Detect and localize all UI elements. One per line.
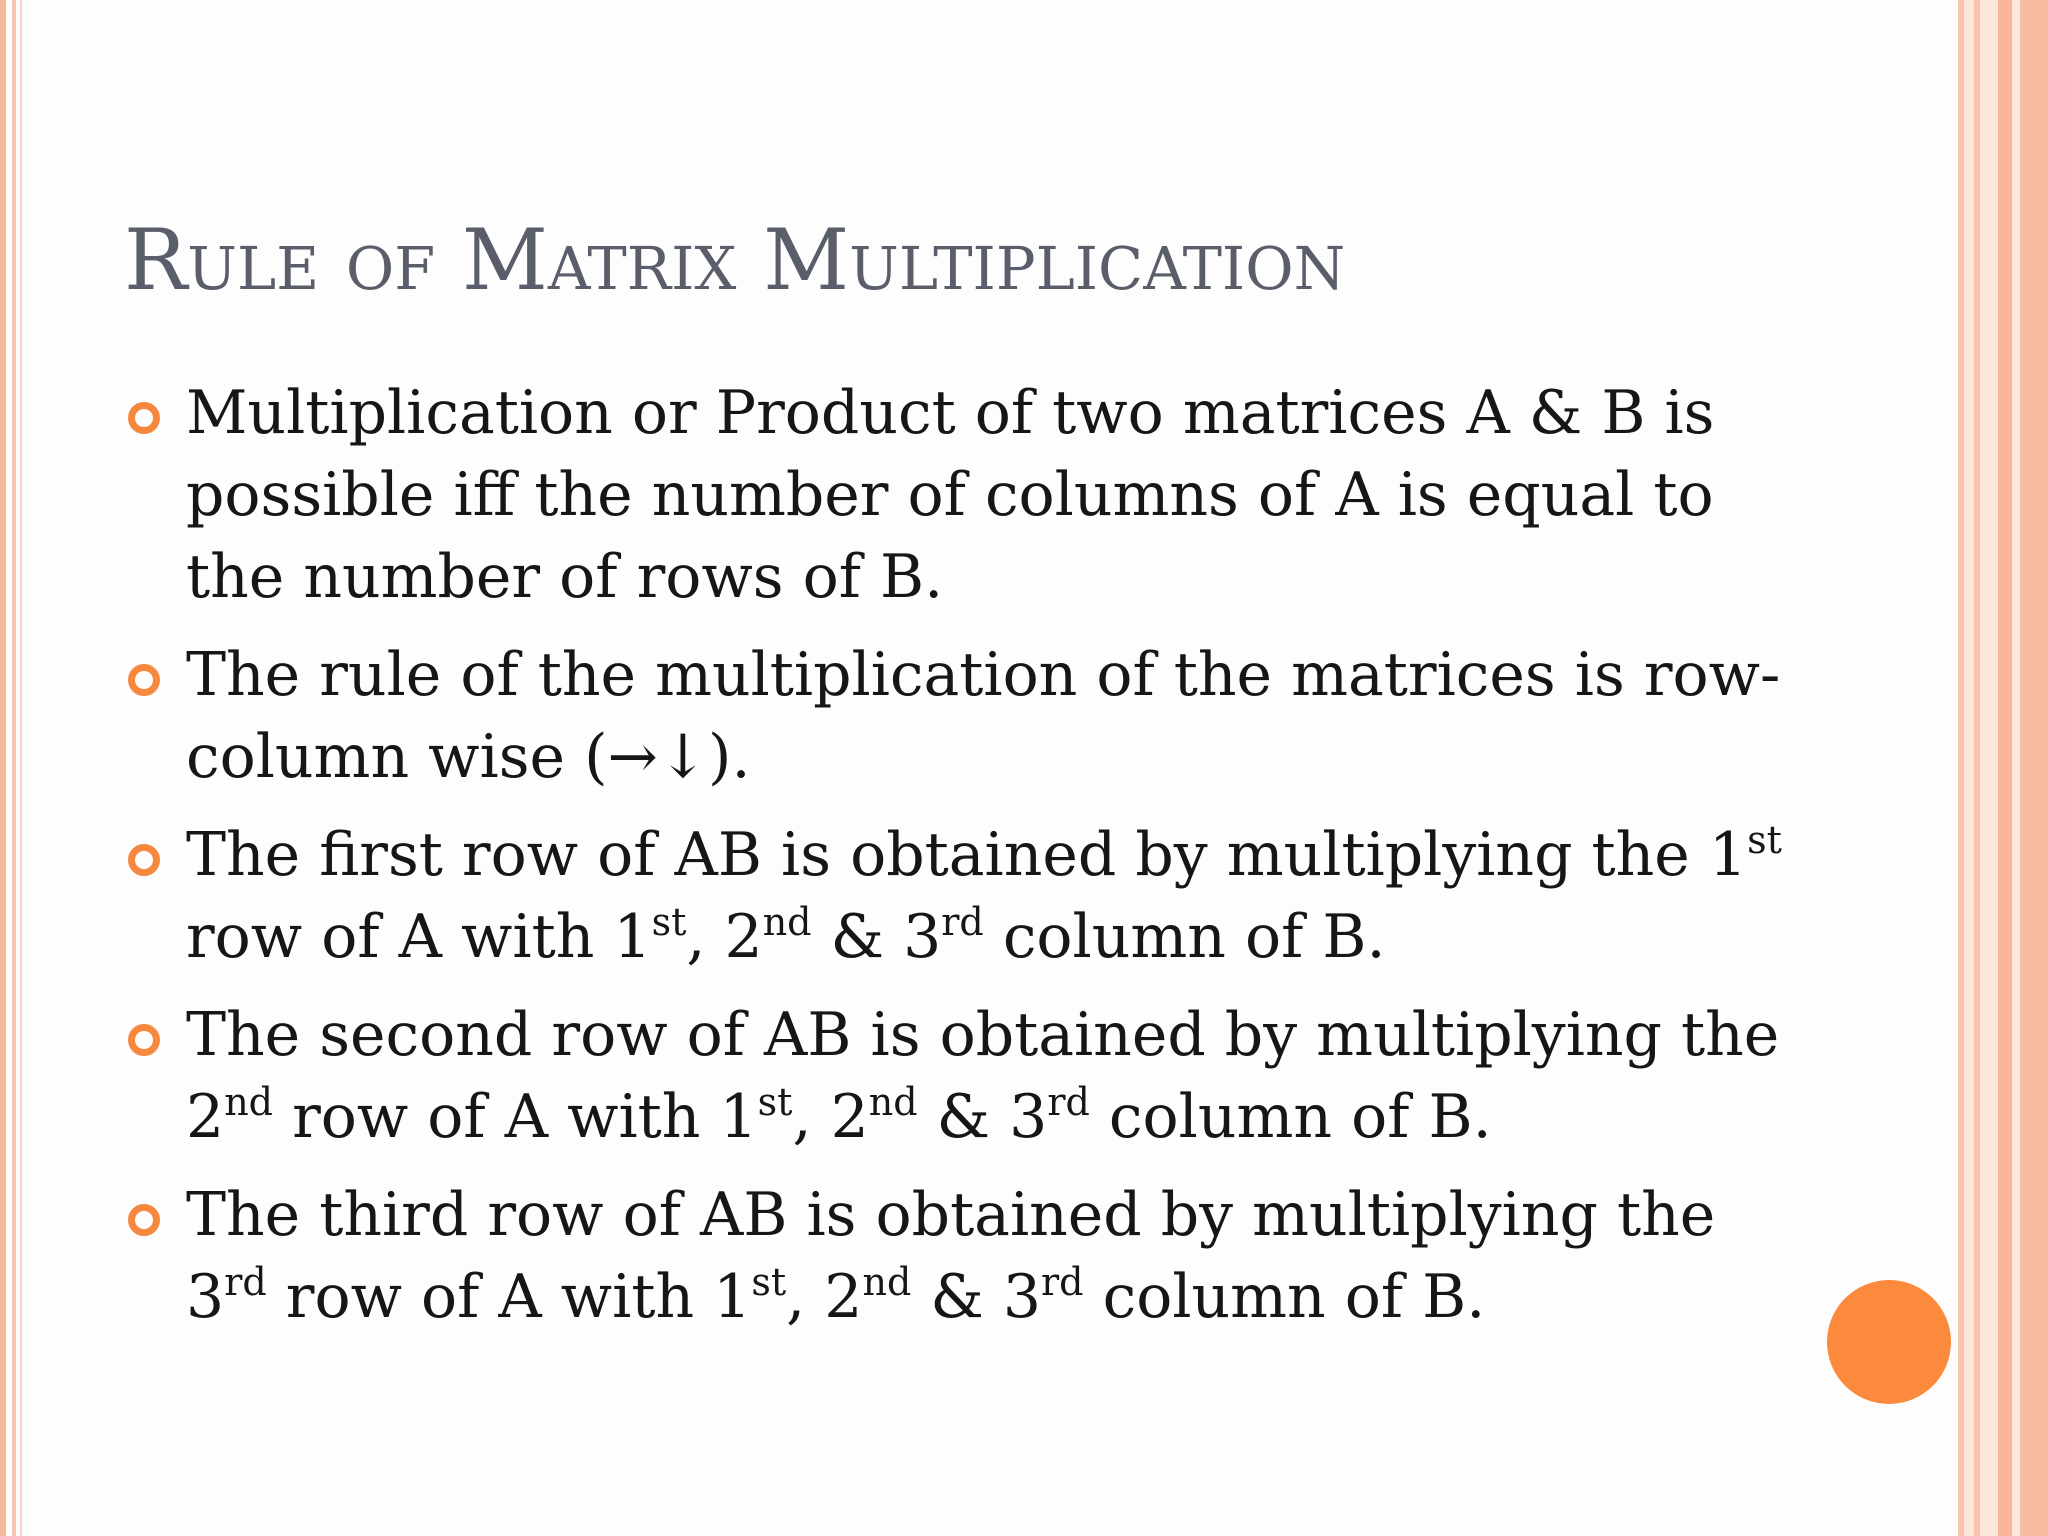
- right-border-stripe: [1998, 0, 2012, 1536]
- bullet-text: [186, 820, 1782, 972]
- left-border-line: [12, 0, 16, 1536]
- right-border-stripe: [1964, 0, 1974, 1536]
- bullet-item: [124, 994, 1784, 1158]
- text-segment: & 3: [917, 1082, 1048, 1152]
- text-segment: row of A with 1: [186, 902, 652, 972]
- left-border-line: [20, 0, 22, 1536]
- bullet-text: [186, 1180, 1715, 1332]
- bullet-item: [124, 634, 1784, 798]
- bullet-item: [124, 1174, 1784, 1338]
- ordinal-suffix: st: [751, 1260, 787, 1304]
- text-segment: row of A with 1: [266, 1262, 752, 1332]
- text-segment: , 2: [686, 902, 763, 972]
- ordinal-suffix: rd: [224, 1260, 267, 1304]
- ordinal-suffix: st: [757, 1080, 793, 1124]
- right-border-stripe: [1980, 0, 1998, 1536]
- text-segment: The first row of AB is obtained by multiplying the 1: [186, 820, 1748, 890]
- ordinal-suffix: st: [1747, 818, 1782, 862]
- ordinal-suffix: nd: [862, 1260, 912, 1304]
- slide-title: Rule of Matrix Multiplication: [124, 211, 1346, 309]
- bullet-text: Multiplication or Product of two matrices A & B is possible iff the number of columns of A is equal to the number of rows of B.: [186, 378, 1715, 612]
- text-segment: , 2: [792, 1082, 869, 1152]
- text-segment: column of B.: [1089, 1082, 1492, 1152]
- left-border-line: [0, 0, 6, 1536]
- bullet-item: [124, 814, 1784, 978]
- ordinal-suffix: nd: [868, 1080, 918, 1124]
- right-border-stripe: [2012, 0, 2020, 1536]
- ring-bullet-icon: [128, 1204, 160, 1236]
- text-segment: , 2: [786, 1262, 863, 1332]
- ordinal-suffix: rd: [1047, 1080, 1090, 1124]
- bullet-text: [186, 1000, 1779, 1152]
- text-segment: The second row of AB is obtained by multiplying the 2: [186, 1000, 1780, 1152]
- decorative-circle: [1827, 1280, 1951, 1404]
- ordinal-suffix: nd: [762, 900, 812, 944]
- ring-bullet-icon: [128, 844, 160, 876]
- text-segment: & 3: [811, 902, 942, 972]
- ordinal-suffix: nd: [224, 1080, 273, 1124]
- text-segment: & 3: [911, 1262, 1042, 1332]
- text-segment: column of B.: [983, 902, 1386, 972]
- text-segment: The third row of AB is obtained by multiplying the 3: [186, 1180, 1716, 1332]
- right-border-stripe: [2020, 0, 2048, 1536]
- text-segment: row of A with 1: [273, 1082, 758, 1152]
- ring-bullet-icon: [128, 664, 160, 696]
- bullet-item: [124, 372, 1784, 618]
- ordinal-suffix: rd: [941, 900, 984, 944]
- ring-bullet-icon: [128, 402, 160, 434]
- ring-bullet-icon: [128, 1024, 160, 1056]
- bullet-text: The rule of the multiplication of the matrices is row-column wise (→↓).: [186, 640, 1781, 792]
- text-segment: column of B.: [1083, 1262, 1486, 1332]
- ordinal-suffix: rd: [1041, 1260, 1084, 1304]
- ordinal-suffix: st: [651, 900, 687, 944]
- bullet-list: [124, 372, 1784, 1354]
